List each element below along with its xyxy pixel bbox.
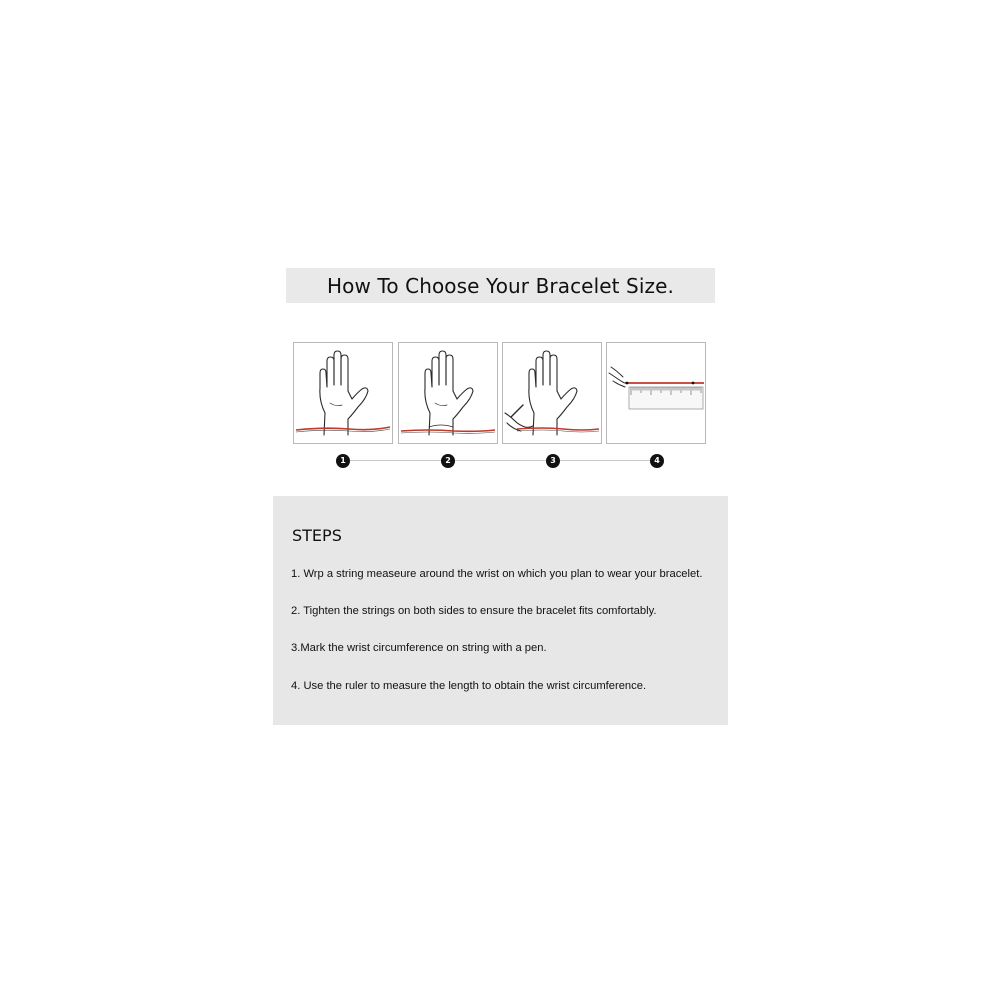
step-item-1: 1. Wrp a string measeure around the wrist on which you plan to wear your bracelet. — [291, 568, 703, 580]
illustration-step-3 — [502, 342, 602, 444]
page-title: How To Choose Your Bracelet Size. — [327, 273, 674, 298]
hand-string-icon — [399, 343, 497, 443]
illustration-step-1 — [293, 342, 393, 444]
steps-panel — [273, 496, 728, 725]
steps-heading: STEPS — [292, 526, 342, 545]
step-number-4: 4 — [650, 454, 664, 468]
step-item-2: 2. Tighten the strings on both sides to ensure the bracelet fits comfortably. — [291, 605, 657, 617]
hand-string-icon — [294, 343, 392, 443]
illustration-step-2 — [398, 342, 498, 444]
step-connector-line — [343, 460, 657, 461]
step-number-3: 3 — [546, 454, 560, 468]
hand-mark-icon — [503, 343, 601, 443]
step-item-4: 4. Use the ruler to measure the length to obtain the wrist circumference. — [291, 680, 647, 692]
title-banner — [286, 268, 715, 303]
step-number-1: 1 — [336, 454, 350, 468]
step-item-3: 3.Mark the wrist circumference on string with a pen. — [291, 642, 547, 654]
step-number-2: 2 — [441, 454, 455, 468]
ruler-icon — [607, 343, 705, 443]
illustration-step-4 — [606, 342, 706, 444]
